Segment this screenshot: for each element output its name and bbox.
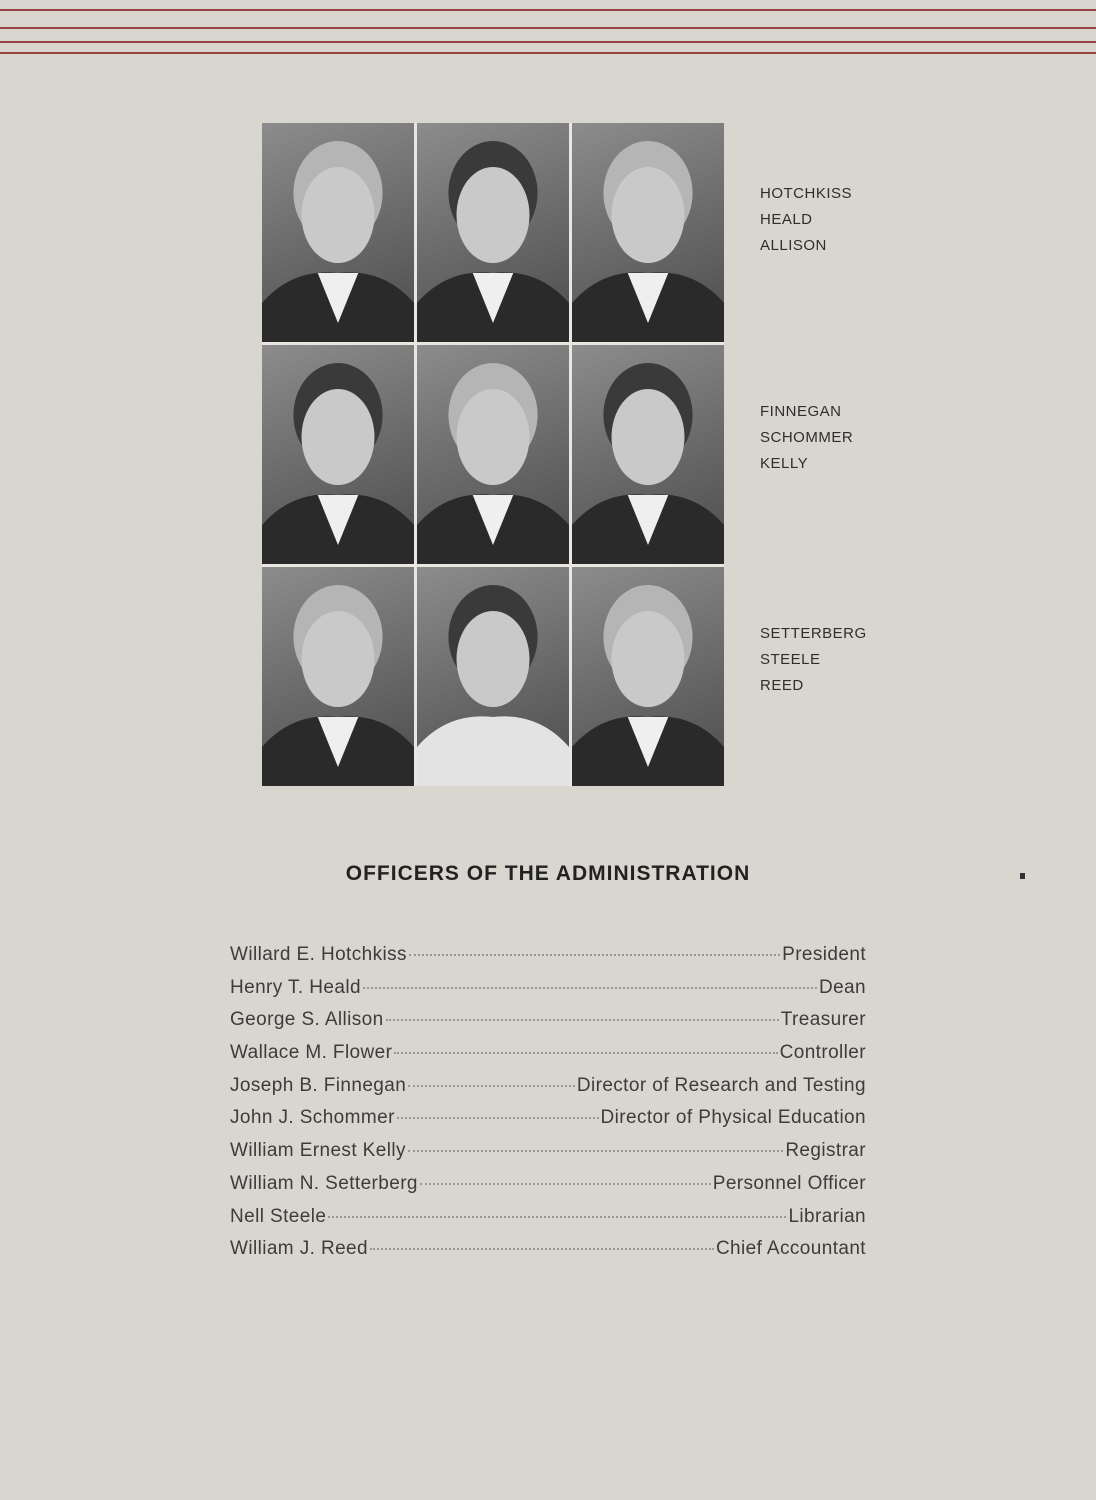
photo-name: SETTERBERG <box>760 625 867 642</box>
photo-names-row-2 <box>760 399 853 477</box>
officer-title: Librarian <box>788 1205 866 1227</box>
photo-name: HOTCHKISS <box>760 185 853 202</box>
portrait-silhouette <box>417 345 569 564</box>
officer-title: Registrar <box>785 1140 866 1162</box>
officer-row <box>230 977 866 1010</box>
officer-title: Controller <box>779 1042 866 1064</box>
photo-name: FINNEGAN <box>760 403 842 420</box>
photo-name: ALLISON <box>760 237 827 254</box>
top-rule <box>0 52 1096 54</box>
officer-name: Wallace M. Flower <box>230 1042 393 1064</box>
portrait-photo <box>417 567 569 786</box>
photo-name: STEELE <box>760 651 821 668</box>
page-title: OFFICERS OF THE ADMINISTRATION <box>345 862 751 885</box>
top-rule <box>0 41 1096 43</box>
officer-name: John J. Schommer <box>230 1107 395 1129</box>
photo-name: REED <box>760 677 804 694</box>
officer-row <box>230 1206 866 1239</box>
dot-leader <box>370 1248 714 1250</box>
dot-leader <box>397 1117 599 1119</box>
officer-row <box>230 1009 866 1042</box>
portrait-photo <box>262 567 414 786</box>
portrait-silhouette <box>262 345 414 564</box>
portrait-silhouette <box>262 123 414 342</box>
top-rule <box>0 27 1096 29</box>
dot-leader <box>408 1150 783 1152</box>
dot-leader <box>420 1183 711 1185</box>
officer-title: Dean <box>818 976 866 998</box>
portrait-silhouette <box>572 345 724 564</box>
officer-name: Henry T. Heald <box>230 976 361 998</box>
officer-title: Chief Accountant <box>715 1238 866 1260</box>
photo-name: SCHOMMER <box>760 429 854 446</box>
officer-row <box>230 1140 866 1173</box>
dot-leader <box>328 1216 786 1218</box>
officer-title: Director of Physical Education <box>600 1107 866 1129</box>
top-rule <box>0 9 1096 11</box>
portrait-photo <box>417 123 569 342</box>
ink-speck <box>1020 873 1025 879</box>
officer-name: William Ernest Kelly <box>230 1140 406 1162</box>
officer-name: Nell Steele <box>230 1205 327 1227</box>
dot-leader <box>408 1085 575 1087</box>
officer-title: President <box>782 944 866 965</box>
portrait-photo <box>572 345 724 564</box>
officer-name: William N. Setterberg <box>230 1172 418 1194</box>
officer-name: Willard E. Hotchkiss <box>230 944 407 965</box>
decorative-top-rules <box>0 0 1096 60</box>
portrait-silhouette <box>417 567 569 786</box>
photo-names-row-3 <box>760 621 867 699</box>
officer-name: George S. Allison <box>230 1009 384 1031</box>
officer-title: Director of Research and Testing <box>576 1074 866 1096</box>
officer-row <box>230 944 866 977</box>
photo-names-row-1 <box>760 181 852 259</box>
dot-leader <box>394 1052 777 1054</box>
officer-row <box>230 1075 866 1108</box>
photo-name: KELLY <box>760 455 809 472</box>
officer-name: William J. Reed <box>230 1238 368 1260</box>
dot-leader <box>363 987 817 989</box>
photo-name: HEALD <box>760 211 813 228</box>
officer-row <box>230 1173 866 1206</box>
portrait-silhouette <box>572 123 724 342</box>
portrait-photo <box>572 123 724 342</box>
dot-leader <box>386 1019 779 1021</box>
portrait-silhouette <box>572 567 724 786</box>
portrait-photo <box>572 567 724 786</box>
officer-title: Personnel Officer <box>712 1172 866 1194</box>
officer-title: Treasurer <box>780 1009 866 1031</box>
portrait-grid <box>262 123 724 786</box>
officer-name: Joseph B. Finnegan <box>230 1074 407 1096</box>
portrait-photo <box>417 345 569 564</box>
dot-leader <box>409 954 780 956</box>
officer-roster <box>230 944 866 1271</box>
portrait-silhouette <box>417 123 569 342</box>
officer-row <box>230 1042 866 1075</box>
officer-row <box>230 1107 866 1140</box>
portrait-silhouette <box>262 567 414 786</box>
officer-row <box>230 1238 866 1271</box>
portrait-photo <box>262 123 414 342</box>
portrait-photo <box>262 345 414 564</box>
